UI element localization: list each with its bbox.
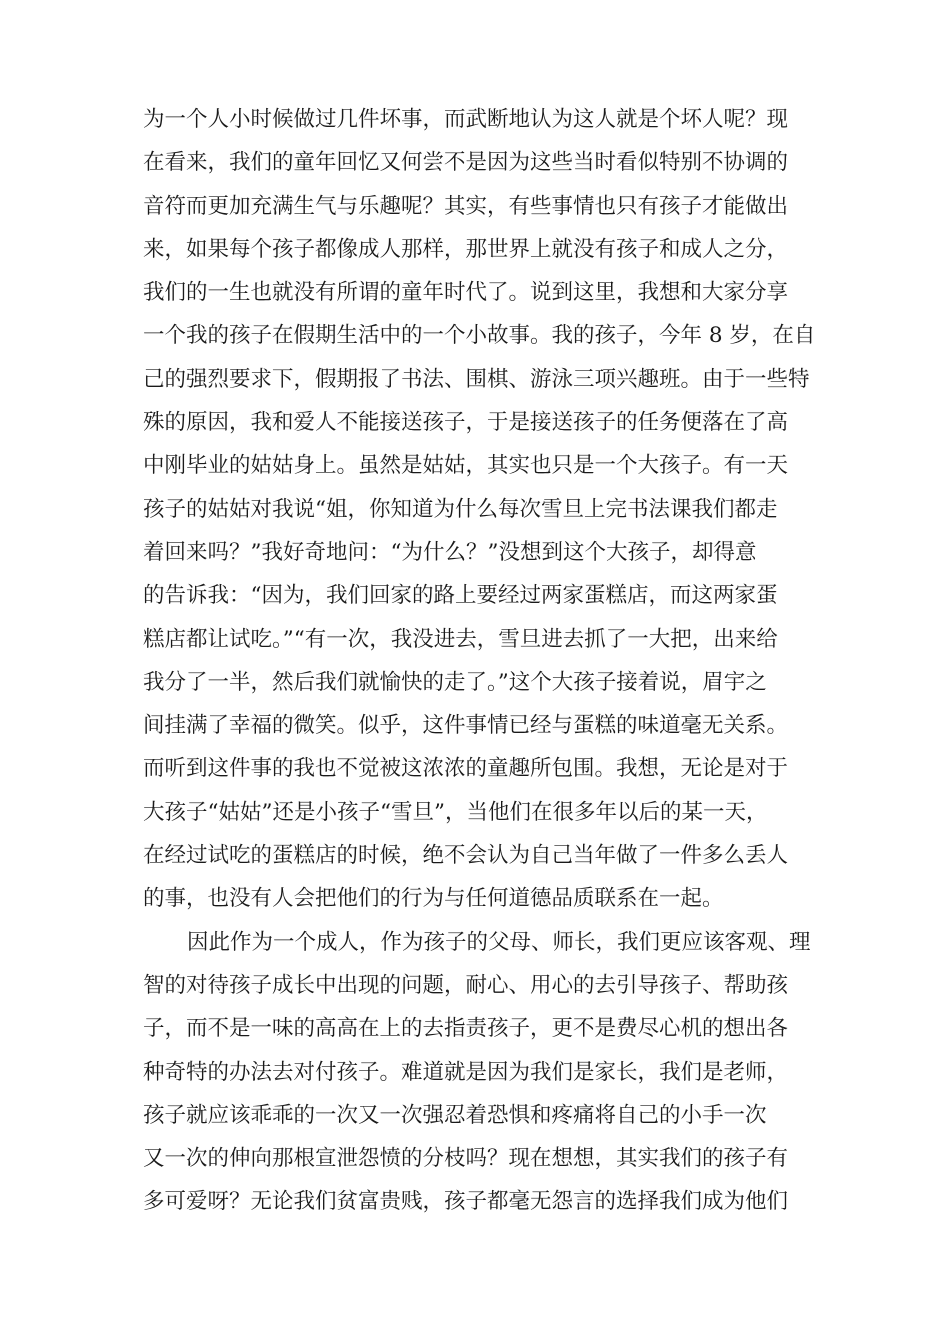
text-line: 大孩子“姑姑”还是小孩子“雪旦”，当他们在很多年以后的某一天， [143,799,768,825]
text-line: 在看来，我们的童年回忆又何尝不是因为这些当时看似特别不协调的 [143,150,789,176]
text-line: 在经过试吃的蛋糕店的时候，绝不会认为自己当年做了一件多么丢人 [143,843,789,869]
text-line: 为一个人小时候做过几件坏事，而武断地认为这人就是个坏人呢？现 [143,107,789,132]
text-line: 中刚毕业的姑姑身上。虽然是姑姑，其实也只是一个大孩子。有一天 [143,453,789,479]
text-line: 己的强烈要求下，假期报了书法、围棋、游泳三项兴趣班。由于一些特 [143,366,810,392]
text-line: 而听到这件事的我也不觉被这浓浓的童趣所包围。我想，无论是对于 [143,756,789,782]
text-line: 子，而不是一味的高高在上的去指责孩子，更不是费尽心机的想出各 [143,1016,789,1042]
text-line: 一个我的孩子在假期生活中的一个小故事。我的孩子，今年 8 岁，在自 [143,323,816,349]
text-line: 又一次的伸向那根宣泄怨愤的分枝吗？现在想想，其实我们的孩子有 [143,1146,789,1172]
text-line: 种奇特的办法去对付孩子。难道就是因为我们是家长，我们是老师， [143,1059,789,1085]
text-line: 糕店都让试吃。”“有一次，我没进去，雪旦进去抓了一大把，出来给 [143,626,778,652]
text-line: 的告诉我：“因为，我们回家的路上要经过两家蛋糕店，而这两家蛋 [143,583,778,609]
paragraph-first-line: 因此作为一个成人，作为孩子的父母、师长，我们更应该客观、理 [187,929,811,955]
body-text [143,98,823,1224]
text-line: 间挂满了幸福的微笑。似乎，这件事情已经与蛋糕的味道毫无关系。 [143,713,789,739]
text-line: 孩子就应该乖乖的一次又一次强忍着恐惧和疼痛将自己的小手一次 [143,1102,767,1128]
text-line: 我们的一生也就没有所谓的童年时代了。说到这里，我想和大家分享 [143,280,789,306]
text-line: 孩子的姑姑对我说“姐，你知道为什么每次雪旦上完书法课我们都走 [143,496,778,522]
text-line: 来，如果每个孩子都像成人那样，那世界上就没有孩子和成人之分， [143,236,789,262]
text-line: 的事，也没有人会把他们的行为与任何道德品质联系在一起。 [143,886,724,912]
text-line: 多可爱呀？无论我们贫富贵贱，孩子都毫无怨言的选择我们成为他们 [143,1189,789,1215]
text-line: 智的对待孩子成长中出现的问题，耐心、用心的去引导孩子、帮助孩 [143,972,789,998]
text-line: 殊的原因，我和爱人不能接送孩子，于是接送孩子的任务便落在了高 [143,410,789,436]
text-line: 着回来吗？”我好奇地问：“为什么？”没想到这个大孩子，却得意 [143,539,757,565]
text-line: 我分了一半，然后我们就愉快的走了。”这个大孩子接着说，眉宇之 [143,669,767,695]
text-line: 音符而更加充满生气与乐趣呢？其实，有些事情也只有孩子才能做出 [143,193,789,219]
